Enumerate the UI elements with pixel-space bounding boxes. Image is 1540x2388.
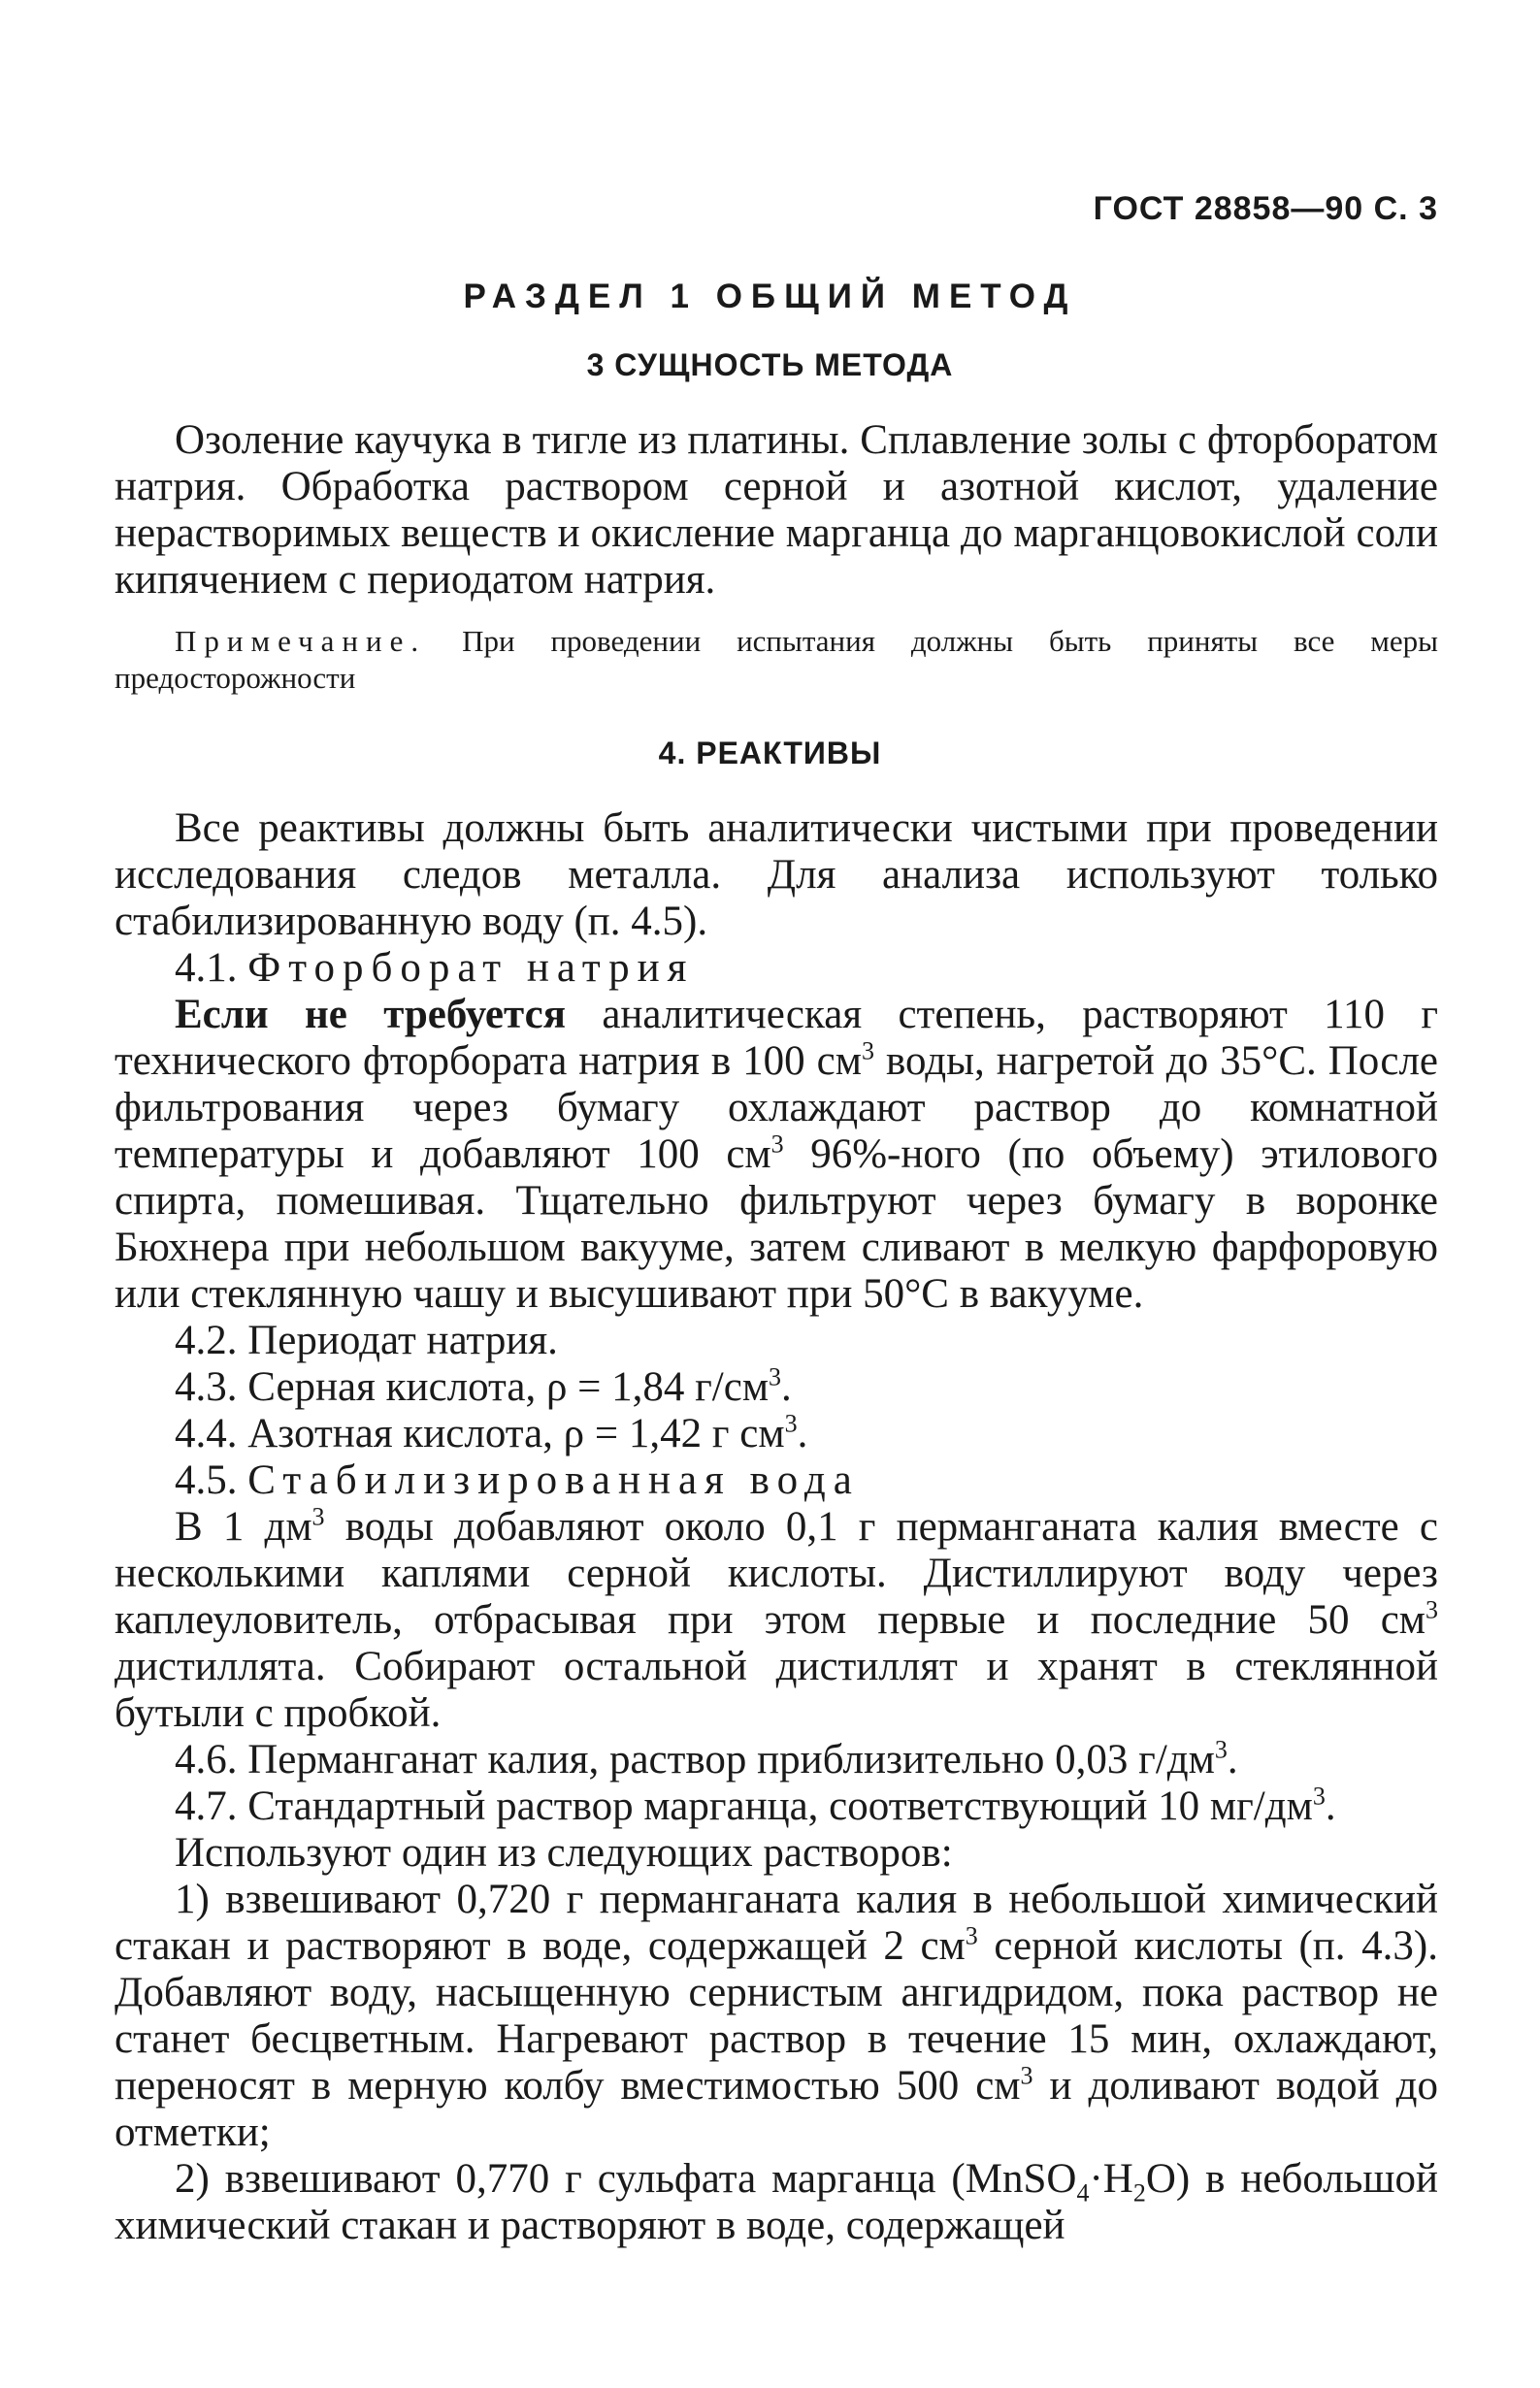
text-fragment: . — [1325, 1783, 1336, 1829]
page-header: ГОСТ 28858—90 С. 3 — [1093, 190, 1438, 227]
lead-text: Если не требуется — [175, 992, 566, 1037]
heading-3: 3 СУЩНОСТЬ МЕТОДА — [586, 347, 954, 382]
paragraph-4-4 — [115, 1411, 1438, 1457]
superscript: 3 — [1312, 1782, 1326, 1811]
text-fragment: воды, нагретой до 35°С. После фильтрования через бумагу охлаждают раствор до комнатной температуры и добавляют 100 см — [115, 1038, 1439, 1177]
text-fragment: ·H — [1089, 2156, 1133, 2202]
superscript: 3 — [965, 1921, 978, 1950]
note-text: При проведении испытания должны быть приняты все меры предосторожности — [115, 624, 1439, 695]
text-fragment: 2) взвешивают 0,770 г сульфата марганца (MnSO — [175, 2156, 1077, 2202]
superscript: 3 — [1214, 1735, 1228, 1764]
text-fragment: дистиллята. Собирают остальной дистиллят и хранят в стеклянной бутыли с пробкой. — [115, 1644, 1438, 1736]
item-number: 4.1. — [175, 945, 238, 991]
superscript: 3 — [770, 1129, 784, 1159]
section-4-text — [115, 805, 1438, 2249]
superscript: 3 — [1020, 2061, 1033, 2090]
superscript: 3 — [769, 1362, 782, 1391]
heading-4: 4. РЕАКТИВЫ — [658, 736, 882, 770]
superscript: 3 — [311, 1502, 325, 1531]
text-fragment: серной кислоты (п. 4.3). Добавляют воду, насыщенную сернистым ангидридом, пока раствор не станет бесцветным. Нагревают раствор в течение 15 мин, охлаждают, переносят в мерную колбу вместимостью 500 см — [115, 1923, 1439, 2109]
paragraph-4-7 — [115, 1783, 1438, 1830]
subscript: 4 — [1076, 2178, 1090, 2208]
text-fragment: 4.4. Азотная кислота, ρ = 1,42 г см — [175, 1411, 785, 1456]
note-label: Примечание. — [175, 624, 427, 658]
text-fragment: . — [1227, 1737, 1238, 1783]
paragraph-option-1 — [115, 1877, 1438, 2156]
paragraph-4-5 — [115, 1504, 1438, 1737]
item-title: Фторборат натрия — [247, 945, 695, 991]
paragraph-use-one: Используют один из следующих растворов: — [175, 1830, 953, 1876]
text-fragment: 4.7. Стандартный раствор марганца, соответствующий 10 мг/дм — [175, 1783, 1313, 1829]
item-number: 4.5. — [175, 1457, 238, 1503]
section-title: РАЗДЕЛ 1 ОБЩИЙ МЕТОД — [463, 278, 1077, 315]
text-fragment: 4.3. Серная кислота, ρ = 1,84 г/см — [175, 1364, 770, 1410]
text-fragment: . — [797, 1411, 808, 1456]
paragraph-4-6 — [115, 1737, 1438, 1783]
text-fragment: . — [781, 1364, 792, 1410]
note — [115, 623, 1438, 697]
paragraph-option-2 — [115, 2156, 1438, 2249]
superscript: 3 — [861, 1036, 874, 1065]
text-fragment: 1) взвешивают 0,720 г перманганата калия в небольшой химический стакан и растворяют в воде, содержащей 2 см — [115, 1877, 1438, 1969]
text-fragment: 4.6. Перманганат калия, раствор приблизительно 0,03 г/дм — [175, 1737, 1215, 1783]
paragraph-3: Озоление каучука в тигле из платины. Сплавление золы с фторборатом натрия. Обработка раствором серной и азотной кислот, удаление нерастворимых веществ и окисление марганца до марганцовокислой соли кипячением с периодатом натрия. — [115, 417, 1438, 603]
paragraph-4-3 — [115, 1364, 1438, 1411]
paragraph-4-1-heading — [115, 945, 1438, 992]
item-title: Стабилизированная вода — [247, 1457, 860, 1503]
text-fragment: В 1 дм — [175, 1504, 312, 1550]
text-fragment: 96%-ного (по объему) этилового спирта, помешивая. Тщательно фильтруют через бумагу в воронке Бюхнера при небольшом вакууме, затем сливают в мелкую фарфоровую или стеклянную чашу и высушивают при 50°С в вакууме. — [115, 1131, 1438, 1317]
paragraph-4-2: 4.2. Периодат натрия. — [175, 1318, 558, 1363]
paragraph-4-5-heading — [115, 1457, 1438, 1504]
paragraph-4-1 — [115, 992, 1438, 1318]
text-fragment: воды добавляют около 0,1 г перманганата калия вместе с несколькими каплями серной кислоты. Дистиллируют воду через каплеуловитель, отбрасывая при этом первые и последние 50 см — [115, 1504, 1438, 1643]
text-fragment: аналитическая степень, растворяют 110 г технического фторбората натрия в 100 см — [115, 992, 1439, 1084]
superscript: 3 — [784, 1409, 798, 1438]
paragraph-intro: Все реактивы должны быть аналитически чистыми при проведении исследования следов металла. Для анализа используют только стабилизированную воду (п. 4.5). — [115, 805, 1438, 944]
subscript: 2 — [1132, 2178, 1146, 2208]
section-3-text — [115, 417, 1438, 604]
superscript: 3 — [1425, 1595, 1438, 1624]
text-fragment: O) в небольшой химический стакан и растворяют в воде, содержащей — [115, 2156, 1438, 2248]
text-fragment: и доливают водой до отметки; — [115, 2063, 1438, 2155]
